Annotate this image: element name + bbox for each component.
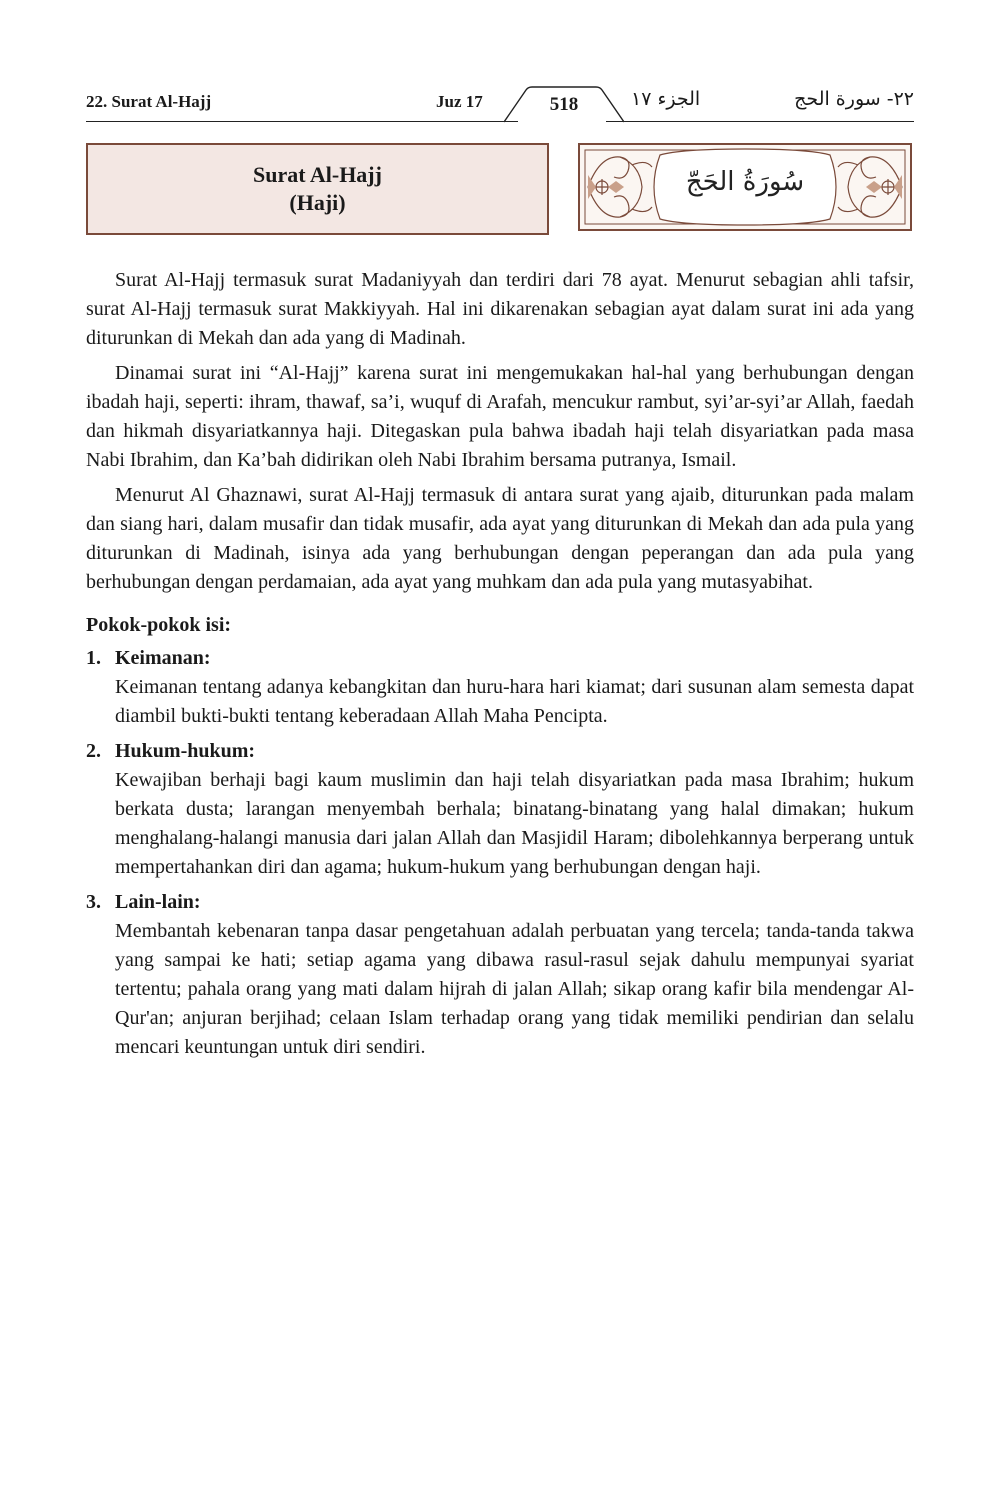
surah-title-meaning: (Haji)	[289, 190, 346, 215]
intro-paragraph-1: Surat Al-Hajj termasuk surat Madaniyyah dan terdiri dari 78 ayat. Menurut sebagian ahli tafsir, surat Al-Hajj termasuk surat Makkiyyah. Hal ini dikarenakan sebagian ayat dalam surat ini ada yang diturunkan di Mekah dan ada yang di Madinah.	[86, 269, 914, 349]
item-heading-label: Keimanan:	[115, 647, 211, 669]
item-number: 1.	[86, 647, 101, 669]
item-number: 2.	[86, 740, 101, 762]
intro-paragraph-2: Dinamai surat ini “Al-Hajj” karena surat ini mengemukakan hal-hal yang berhubungan dengan ibadah haji, seperti: ihram, thawaf, sa’i, wuquf di Arafah, mencukur rambut, syi’ar-syi’ar Allah, faedah dan hikmah disyariatkannya haji. Ditegaskan pula bahwa ibadah haji telah disyariatkan pada masa Nabi Ibrahim, dan Ka’bah didirikan oleh Nabi Ibrahim bersama putranya, Ismail.	[86, 362, 914, 471]
section-title: Pokok-pokok isi:	[86, 614, 232, 636]
header-surah-name: 22. Surat Al-Hajj	[86, 92, 212, 111]
item-text: Keimanan tentang adanya kebangkitan dan huru-hara hari kiamat; dari susunan alam semesta dapat diambil bukti-bukti tentang keberadaan Allah Maha Pencipta.	[115, 676, 914, 727]
header-juz-arabic: الجزء ١٧	[631, 88, 701, 110]
item-heading	[86, 888, 914, 917]
main-content	[86, 266, 914, 1068]
calligraphy-frame	[578, 143, 912, 231]
item-heading-label: Lain-lain:	[115, 891, 201, 913]
list-item	[86, 644, 914, 731]
page-number: 518	[549, 94, 579, 115]
header-rule-right	[606, 121, 914, 122]
item-heading	[86, 737, 914, 766]
header-rule-left	[86, 121, 518, 122]
running-header	[86, 86, 914, 126]
list-item	[86, 888, 914, 1062]
item-number: 3.	[86, 891, 101, 913]
surah-title-box	[86, 143, 549, 235]
item-text: Membantah kebenaran tanpa dasar pengetahuan adalah perbuatan yang tercela; tanda-tanda takwa yang sampai ke hati; setiap agama yang dibawa rasul-rasul sejak dahulu mempunyai syariat tertentu; pahala orang yang mati dalam hijrah di jalan Allah; sikap orang kafir bila mendengar Al-Qur'an; anjuran berjihad; celaan Islam terhadap orang yang tidak memiliki pendirian dan selalu mencari keuntungan untuk diri sendiri.	[115, 920, 914, 1058]
item-heading-label: Hukum-hukum:	[115, 740, 256, 762]
item-text: Kewajiban berhaji bagi kaum muslimin dan haji telah disyariatkan pada masa Ibrahim; hukum berkata dusta; larangan menyembah berhala; binatang-binatang yang halal dimakan; hukum menghalang-halangi manusia dari jalan Allah dan Masjidil Haram; dibolehkannya berperang untuk mempertahankan diri dan agama; hukum-hukum yang berhubungan dengan haji.	[115, 769, 914, 878]
surah-title: Surat Al-Hajj	[253, 162, 382, 187]
list-item	[86, 737, 914, 882]
header-juz: Juz 17	[436, 92, 483, 111]
surah-calligraphy: سُورَةُ الحَجّ	[685, 167, 805, 197]
header-surah-arabic: ٢٢- سورة الحج	[794, 88, 914, 110]
intro-paragraph-3: Menurut Al Ghaznawi, surat Al-Hajj termasuk di antara surat yang ajaib, diturunkan pada malam dan siang hari, dalam musafir dan tidak musafir, ada ayat yang diturunkan di Mekah dan ada pula yang diturunkan di Madinah, isinya ada yang berhubungan dengan peperangan dan ada pula yang berhubungan dengan perdamaian, ada ayat yang muhkam dan ada pula yang mutasyabihat.	[86, 484, 914, 593]
item-heading	[86, 644, 914, 673]
